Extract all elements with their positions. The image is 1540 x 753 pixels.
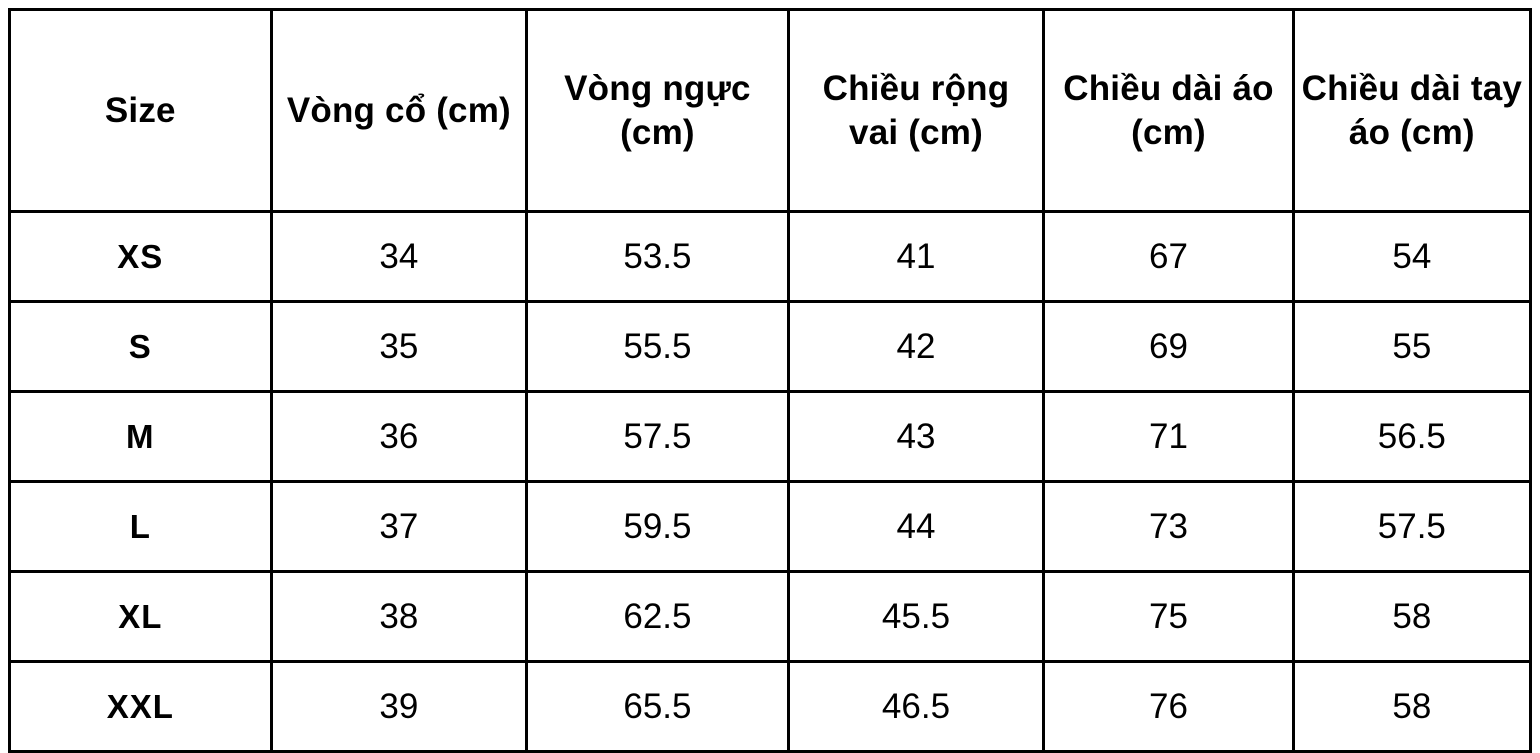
cell-shoulder: 44 xyxy=(788,482,1044,572)
column-header-chest: Vòng ngực (cm) xyxy=(527,10,789,212)
cell-chest: 55.5 xyxy=(527,302,789,392)
cell-chest: 62.5 xyxy=(527,572,789,662)
cell-sleeve: 56.5 xyxy=(1293,392,1530,482)
cell-size: S xyxy=(10,302,272,392)
cell-sleeve: 55 xyxy=(1293,302,1530,392)
cell-shoulder: 46.5 xyxy=(788,662,1044,752)
cell-shoulder: 42 xyxy=(788,302,1044,392)
cell-length: 73 xyxy=(1044,482,1293,572)
cell-length: 67 xyxy=(1044,212,1293,302)
column-header-sleeve: Chiều dài tay áo (cm) xyxy=(1293,10,1530,212)
table-row xyxy=(10,212,1531,302)
cell-size: XS xyxy=(10,212,272,302)
cell-shoulder: 45.5 xyxy=(788,572,1044,662)
table-body xyxy=(10,212,1531,752)
cell-chest: 57.5 xyxy=(527,392,789,482)
table-row xyxy=(10,572,1531,662)
cell-size: L xyxy=(10,482,272,572)
table-row xyxy=(10,392,1531,482)
cell-chest: 65.5 xyxy=(527,662,789,752)
cell-chest: 59.5 xyxy=(527,482,789,572)
cell-neck: 36 xyxy=(271,392,527,482)
cell-length: 69 xyxy=(1044,302,1293,392)
table-row xyxy=(10,302,1531,392)
cell-chest: 53.5 xyxy=(527,212,789,302)
cell-sleeve: 57.5 xyxy=(1293,482,1530,572)
cell-neck: 34 xyxy=(271,212,527,302)
table-row xyxy=(10,662,1531,752)
cell-neck: 35 xyxy=(271,302,527,392)
cell-shoulder: 41 xyxy=(788,212,1044,302)
cell-length: 75 xyxy=(1044,572,1293,662)
column-header-shoulder: Chiều rộng vai (cm) xyxy=(788,10,1044,212)
cell-neck: 39 xyxy=(271,662,527,752)
cell-length: 71 xyxy=(1044,392,1293,482)
cell-size: XXL xyxy=(10,662,272,752)
cell-sleeve: 54 xyxy=(1293,212,1530,302)
column-header-neck: Vòng cổ (cm) xyxy=(271,10,527,212)
cell-sleeve: 58 xyxy=(1293,662,1530,752)
cell-size: XL xyxy=(10,572,272,662)
cell-neck: 38 xyxy=(271,572,527,662)
cell-length: 76 xyxy=(1044,662,1293,752)
cell-size: M xyxy=(10,392,272,482)
cell-sleeve: 58 xyxy=(1293,572,1530,662)
cell-neck: 37 xyxy=(271,482,527,572)
table-row xyxy=(10,482,1531,572)
size-chart-table xyxy=(8,8,1532,753)
column-header-length: Chiều dài áo (cm) xyxy=(1044,10,1293,212)
table-header xyxy=(10,10,1531,212)
table-header-row xyxy=(10,10,1531,212)
cell-shoulder: 43 xyxy=(788,392,1044,482)
column-header-size: Size xyxy=(10,10,272,212)
